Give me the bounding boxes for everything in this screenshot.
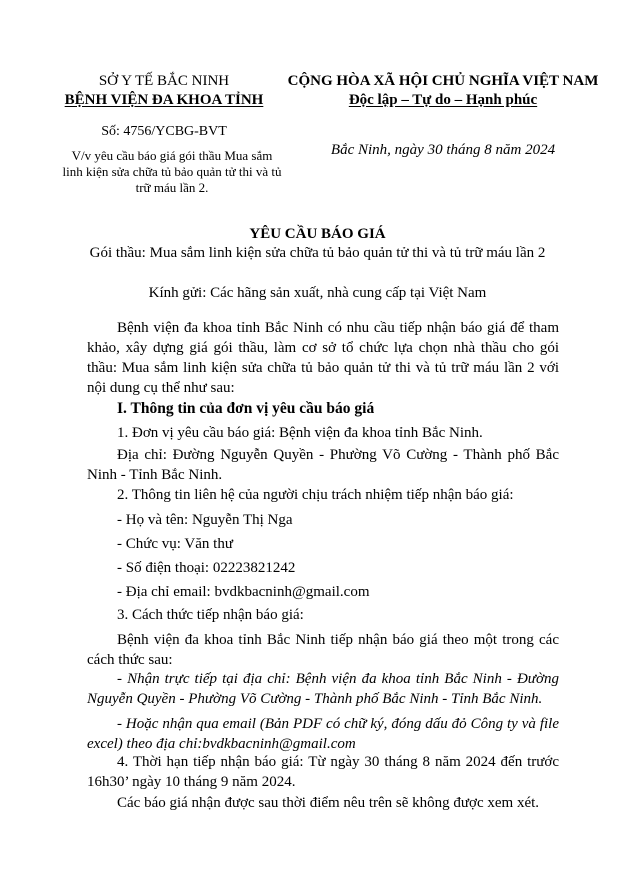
intro-paragraph: Bệnh viện đa khoa tỉnh Bắc Ninh có nhu cầu tiếp nhận báo giá để tham khảo, xây dựng giá gói thầu, làm cơ sở tổ chức lựa chọn nhà thầu cho gói thầu: Mua sắm linh kiện sửa chữa tủ bảo quản tử thi và tủ trữ máu lần 2 với nội dung cụ thể như sau: [87,320,559,396]
document-number: Số: 4756/YCBG-BVT [101,124,227,139]
agency-name: SỞ Y TẾ BẮC NINH [98,73,230,89]
contact-heading: 2. Thông tin liên hệ của người chịu trách nhiệm tiếp nhận báo giá: [117,487,514,503]
hospital-name: BỆNH VIỆN ĐA KHOA TỈNH [64,92,264,108]
late-note: Các báo giá nhận được sau thời điểm nêu trên sẽ không được xem xét. [117,795,540,811]
unit-address: Địa chỉ: Đường Nguyễn Quyền - Phường Võ Cường - Thành phố Bắc Ninh - Tỉnh Bắc Ninh. [87,447,559,483]
document-title: YÊU CẦU BÁO GIÁ [249,226,386,242]
contact-name: - Họ và tên: Nguyễn Thị Nga [117,512,293,528]
recipient: Kính gửi: Các hãng sản xuất, nhà cung cấp tại Việt Nam [148,285,487,301]
requesting-unit: 1. Đơn vị yêu cầu báo giá: Bệnh viện đa khoa tỉnh Bắc Ninh. [117,425,483,441]
section-heading: I. Thông tin của đơn vị yêu cầu báo giá [117,400,375,417]
method-intro: Bệnh viện đa khoa tỉnh Bắc Ninh tiếp nhận báo giá theo một trong các cách thức sau: [87,632,559,668]
contact-phone: - Số điện thoại: 02223821242 [117,560,296,576]
contact-position: - Chức vụ: Văn thư [117,536,233,552]
method-direct: - Nhận trực tiếp tại địa chỉ: Bệnh viện đa khoa tỉnh Bắc Ninh - Đường Nguyễn Quyền - Phường Võ Cường - Thành phố Bắc Ninh - Tỉnh Bắc Ninh. [87,671,559,707]
deadline: 4. Thời hạn tiếp nhận báo giá: Từ ngày 30 tháng 8 năm 2024 đến trước 16h30’ ngày 10 tháng 9 năm 2024. [87,754,559,790]
nation-title: CỘNG HÒA XÃ HỘI CHỦ NGHĨA VIỆT NAM [287,73,599,89]
place-date: Bắc Ninh, ngày 30 tháng 8 năm 2024 [330,142,556,158]
document-subject: V/v yêu cầu báo giá gói thầu Mua sắm linh kiện sửa chữa tủ bảo quản tử thi và tủ trữ máu lần 2. [62,148,282,195]
national-motto: Độc lập – Tự do – Hạnh phúc [348,92,538,108]
contact-email: - Địa chỉ email: bvdkbacninh@gmail.com [117,584,370,600]
method-email: - Hoặc nhận qua email (Bản PDF có chữ ký, đóng dấu đỏ Công ty và file excel) theo địa chỉ:bvdkbacninh@gmail.com [87,716,559,752]
package-name: Gói thầu: Mua sắm linh kiện sửa chữa tủ bảo quản tử thi và tủ trữ máu lần 2 [89,245,546,261]
method-heading: 3. Cách thức tiếp nhận báo giá: [117,607,304,623]
